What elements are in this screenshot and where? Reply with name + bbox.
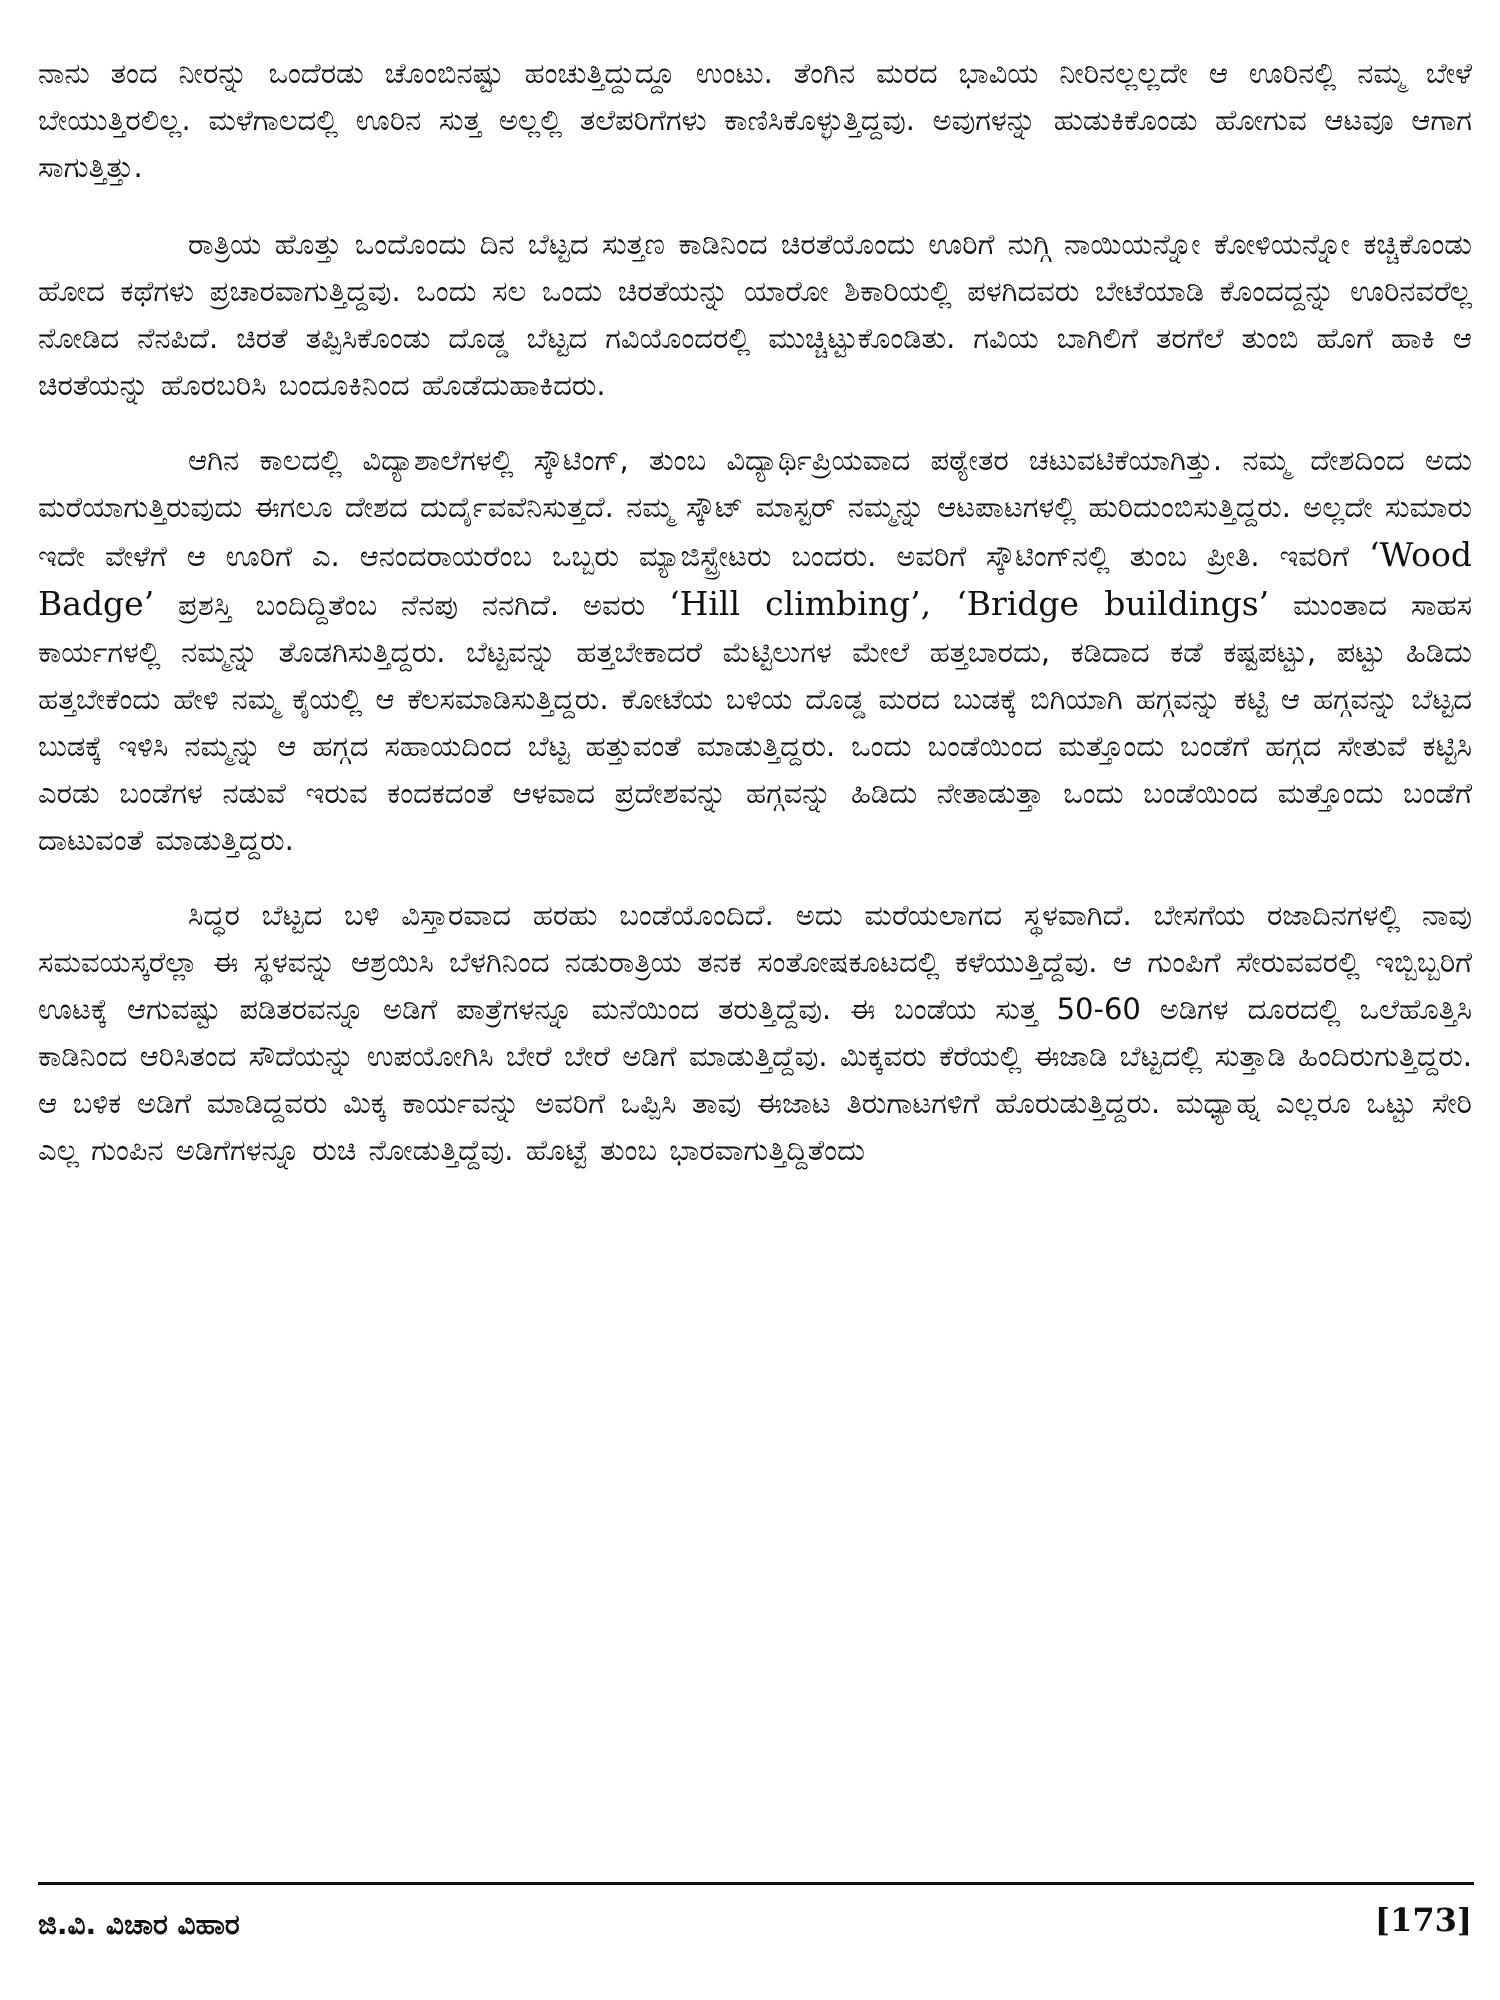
paragraph-text: ಮುಂತಾದ ಸಾಹಸ ಕಾರ್ಯಗಳಲ್ಲಿ ನಮ್ಮನ್ನು ತೊಡಗಿಸುತ್ತಿದ್ದರು. ಬೆಟ್ಟವನ್ನು ಹತ್ತಬೇಕಾದರೆ ಮೆಟ್ಟಿಲುಗಳ ಮೇಲೆ ಹತ್ತಬಾರದು, ಕಡಿದಾದ ಕಡೆ ಕಷ್ಟಪಟ್ಟು, ಪಟ್ಟು ಹಿಡಿದು ಹತ್ತಬೇಕೆಂದು ಹೇಳಿ ನಮ್ಮ ಕೈಯಲ್ಲಿ ಆ ಕೆಲಸಮಾಡಿಸುತ್ತಿದ್ದರು. ಕೋಟೆಯ ಬಳಿಯ ದೊಡ್ಡ ಮರದ ಬುಡಕ್ಕೆ ಬಿಗಿಯಾಗಿ ಹಗ್ಗವನ್ನು ಕಟ್ಟಿ ಆ ಹಗ್ಗವನ್ನು ಬೆಟ್ಟದ ಬುಡಕ್ಕೆ ಇಳಿಸಿ ನಮ್ಮನ್ನು ಆ ಹಗ್ಗದ ಸಹಾಯದಿಂದ ಬೆಟ್ಟ ಹತ್ತುವಂತೆ ಮಾಡುತ್ತಿದ್ದರು. ಒಂದು ಬಂಡೆಯಿಂದ ಮತ್ತೊಂದು ಬಂಡೆಗೆ ಹಗ್ಗದ ಸೇತುವೆ ಕಟ್ಟಿಸಿ ಎರಡು ಬಂಡೆಗಳ ನಡುವೆ ಇರುವ ಕಂದಕದಂತೆ ಆಳವಾದ ಪ್ರದೇಶವನ್ನು ಹಗ್ಗವನ್ನು ಹಿಡಿದು ನೇತಾಡುತ್ತಾ ಒಂದು ಬಂಡೆಯಿಂದ ಮತ್ತೊಂದು ಬಂಡೆಗೆ ದಾಟುವಂತೆ ಮಾಡುತ್ತಿದ್ದರು. xyxy=(38,588,1473,857)
paragraph-leopard xyxy=(38,221,1472,409)
paragraph-picnic-rock xyxy=(38,892,1472,1174)
paragraph-text: ರಾತ್ರಿಯ ಹೊತ್ತು ಒಂದೊಂದು ದಿನ ಬೆಟ್ಟದ ಸುತ್ತಣ ಕಾಡಿನಿಂದ ಚಿರತೆಯೊಂದು ಊರಿಗೆ ನುಗ್ಗಿ ನಾಯಿಯನ್ನೋ ಕೋಳಿಯನ್ನೋ ಕಚ್ಚಿಕೊಂಡು ಹೋದ ಕಥೆಗಳು ಪ್ರಚಾರವಾಗುತ್ತಿದ್ದವು. ಒಂದು ಸಲ ಒಂದು ಚಿರತೆಯನ್ನು ಯಾರೋ ಶಿಕಾರಿಯಲ್ಲಿ ಪಳಗಿದವರು ಬೇಟೆಯಾಡಿ ಕೊಂದದ್ದನ್ನು ಊರಿನವರೆಲ್ಲ ನೋಡಿದ ನೆನಪಿದೆ. ಚಿರತೆ ತಪ್ಪಿಸಿಕೊಂಡು ದೊಡ್ಡ ಬೆಟ್ಟದ ಗವಿಯೊಂದರಲ್ಲಿ ಮುಚ್ಚಿಟ್ಟುಕೊಂಡಿತು. ಗವಿಯ ಬಾಗಿಲಿಗೆ ತರಗೆಲೆ ತುಂಬಿ ಹೊಗೆ ಹಾಕಿ ಆ ಚಿರತೆಯನ್ನು ಹೊರಬರಿಸಿ ಬಂದೂಕಿನಿಂದ ಹೊಡೆದುಹಾಕಿದರು. xyxy=(38,227,1472,402)
paragraph-text: ಪ್ರಶಸ್ತಿ ಬಂದಿದ್ದಿತೆಂಬ ನೆನಪು ನನಗಿದೆ. ಅವರು xyxy=(154,588,670,622)
hill-climbing-text: ‘Hill climbing’, ‘Bridge buildings’ xyxy=(669,584,1270,623)
footer-divider xyxy=(38,1882,1474,1885)
page-body xyxy=(38,50,1472,1174)
paragraph-scouting xyxy=(38,437,1472,864)
paragraph-text: ಸಿದ್ಧರ ಬೆಟ್ಟದ ಬಳಿ ವಿಸ್ತಾರವಾದ ಹರಹು ಬಂಡೆಯೊಂದಿದೆ. ಅದು ಮರೆಯಲಾಗದ ಸ್ಥಳವಾಗಿದೆ. ಬೇಸಗೆಯ ರಜಾದಿನಗಳಲ್ಲಿ ನಾವು ಸಮವಯಸ್ಕರೆಲ್ಲಾ ಈ ಸ್ಥಳವನ್ನು ಆಶ್ರಯಿಸಿ ಬೆಳಗಿನಿಂದ ನಡುರಾತ್ರಿಯ ತನಕ ಸಂತೋಷಕೂಟದಲ್ಲಿ ಕಳೆಯುತ್ತಿದ್ದೆವು. ಆ ಗುಂಪಿಗೆ ಸೇರುವವರಲ್ಲಿ ಇಬ್ಬಿಬ್ಬರಿಗೆ ಊಟಕ್ಕೆ ಆಗುವಷ್ಟು ಪಡಿತರವನ್ನೂ ಅಡಿಗೆ ಪಾತ್ರೆಗಳನ್ನೂ ಮನೆಯಿಂದ ತರುತ್ತಿದ್ದೆವು. ಈ ಬಂಡೆಯ ಸುತ್ತ 50-60 ಅಡಿಗಳ ದೂರದಲ್ಲಿ ಒಲೆಹೊತ್ತಿಸಿ ಕಾಡಿನಿಂದ ಆರಿಸಿತಂದ ಸೌದೆಯನ್ನು ಉಪಯೋಗಿಸಿ ಬೇರೆ ಬೇರೆ ಅಡಿಗೆ ಮಾಡುತ್ತಿದ್ದೆವು. ಮಿಕ್ಕವರು ಕೆರೆಯಲ್ಲಿ ಈಜಾಡಿ ಬೆಟ್ಟದಲ್ಲಿ ಸುತ್ತಾಡಿ ಹಿಂದಿರುಗುತ್ತಿದ್ದರು. ಆ ಬಳಿಕ ಅಡಿಗೆ ಮಾಡಿದ್ದವರು ಮಿಕ್ಕ ಕಾರ್ಯವನ್ನು ಅವರಿಗೆ ಒಪ್ಪಿಸಿ ತಾವು ಈಜಾಟ ತಿರುಗಾಟಗಳಿಗೆ ಹೊರುಡುತ್ತಿದ್ದರು. ಮಧ್ಯಾಹ್ನ ಎಲ್ಲರೂ ಒಟ್ಟು ಸೇರಿ ಎಲ್ಲ ಗುಂಪಿನ ಅಡಿಗೆಗಳನ್ನೂ ರುಚಿ ನೋಡುತ್ತಿದ್ದೆವು. ಹೊಟ್ಟೆ ತುಂಬ ಭಾರವಾಗುತ್ತಿದ್ದಿತೆಂದು xyxy=(38,898,1472,1167)
wood-badge-text: ‘Wood Badge’ xyxy=(38,535,1472,623)
paragraph-text: ಆಗಿನ ಕಾಲದಲ್ಲಿ ವಿದ್ಯಾಶಾಲೆಗಳಲ್ಲಿ ಸ್ಕೌಟಿಂಗ್, ತುಂಬ ವಿದ್ಯಾರ್ಥಿಪ್ರಿಯವಾದ ಪಠ್ಯೇತರ ಚಟುವಟಿಕೆಯಾಗಿತ್ತು. ನಮ್ಮ ದೇಶದಿಂದ ಅದು ಮರೆಯಾಗುತ್ತಿರುವುದು ಈಗಲೂ ದೇಶದ ದುರ್ದೈವವೆನಿಸುತ್ತದೆ. ನಮ್ಮ ಸ್ಕೌಟ್ ಮಾಸ್ಟರ್ ನಮ್ಮನ್ನು ಆಟಪಾಟಗಳಲ್ಲಿ ಹುರಿದುಂಬಿಸುತ್ತಿದ್ದರು. ಅಲ್ಲದೇ ಸುಮಾರು ಇದೇ ವೇಳೆಗೆ ಆ ಊರಿಗೆ ಎ. ಆನಂದರಾಯರೆಂಬ ಒಬ್ಬರು ಮ್ಯಾಜಿಸ್ಟ್ರೇಟರು ಬಂದರು. ಅವರಿಗೆ ಸ್ಕೌಟಿಂಗ್‌ನಲ್ಲಿ ತುಂಬ ಪ್ರೀತಿ. ಇವರಿಗೆ xyxy=(38,443,1472,573)
paragraph-water-well xyxy=(38,50,1472,191)
page-number: [173] xyxy=(1374,1901,1472,1939)
paragraph-text: ನಾನು ತಂದ ನೀರನ್ನು ಒಂದೆರಡು ಚೊಂಬಿನಷ್ಟು ಹಂಚುತ್ತಿದ್ದುದ್ದೂ ಉಂಟು. ತೆಂಗಿನ ಮರದ ಭಾವಿಯ ನೀರಿನಲ್ಲಲ್ಲದೇ ಆ ಊರಿನಲ್ಲಿ ನಮ್ಮ ಬೇಳೆ ಬೇಯುತ್ತಿರಲಿಲ್ಲ. ಮಳೆಗಾಲದಲ್ಲಿ ಊರಿನ ಸುತ್ತ ಅಲ್ಲಲ್ಲಿ ತಲೆಪರಿಗೆಗಳು ಕಾಣಿಸಿಕೊಳ್ಳುತ್ತಿದ್ದವು. ಅವುಗಳನ್ನು ಹುಡುಕಿಕೊಂಡು ಹೋಗುವ ಆಟವೂ ಆಗಾಗ ಸಾಗುತ್ತಿತ್ತು. xyxy=(38,56,1472,184)
footer-book-title: ಜಿ.ವಿ. ವಿಚಾರ ವಿಹಾರ xyxy=(38,1908,240,1941)
